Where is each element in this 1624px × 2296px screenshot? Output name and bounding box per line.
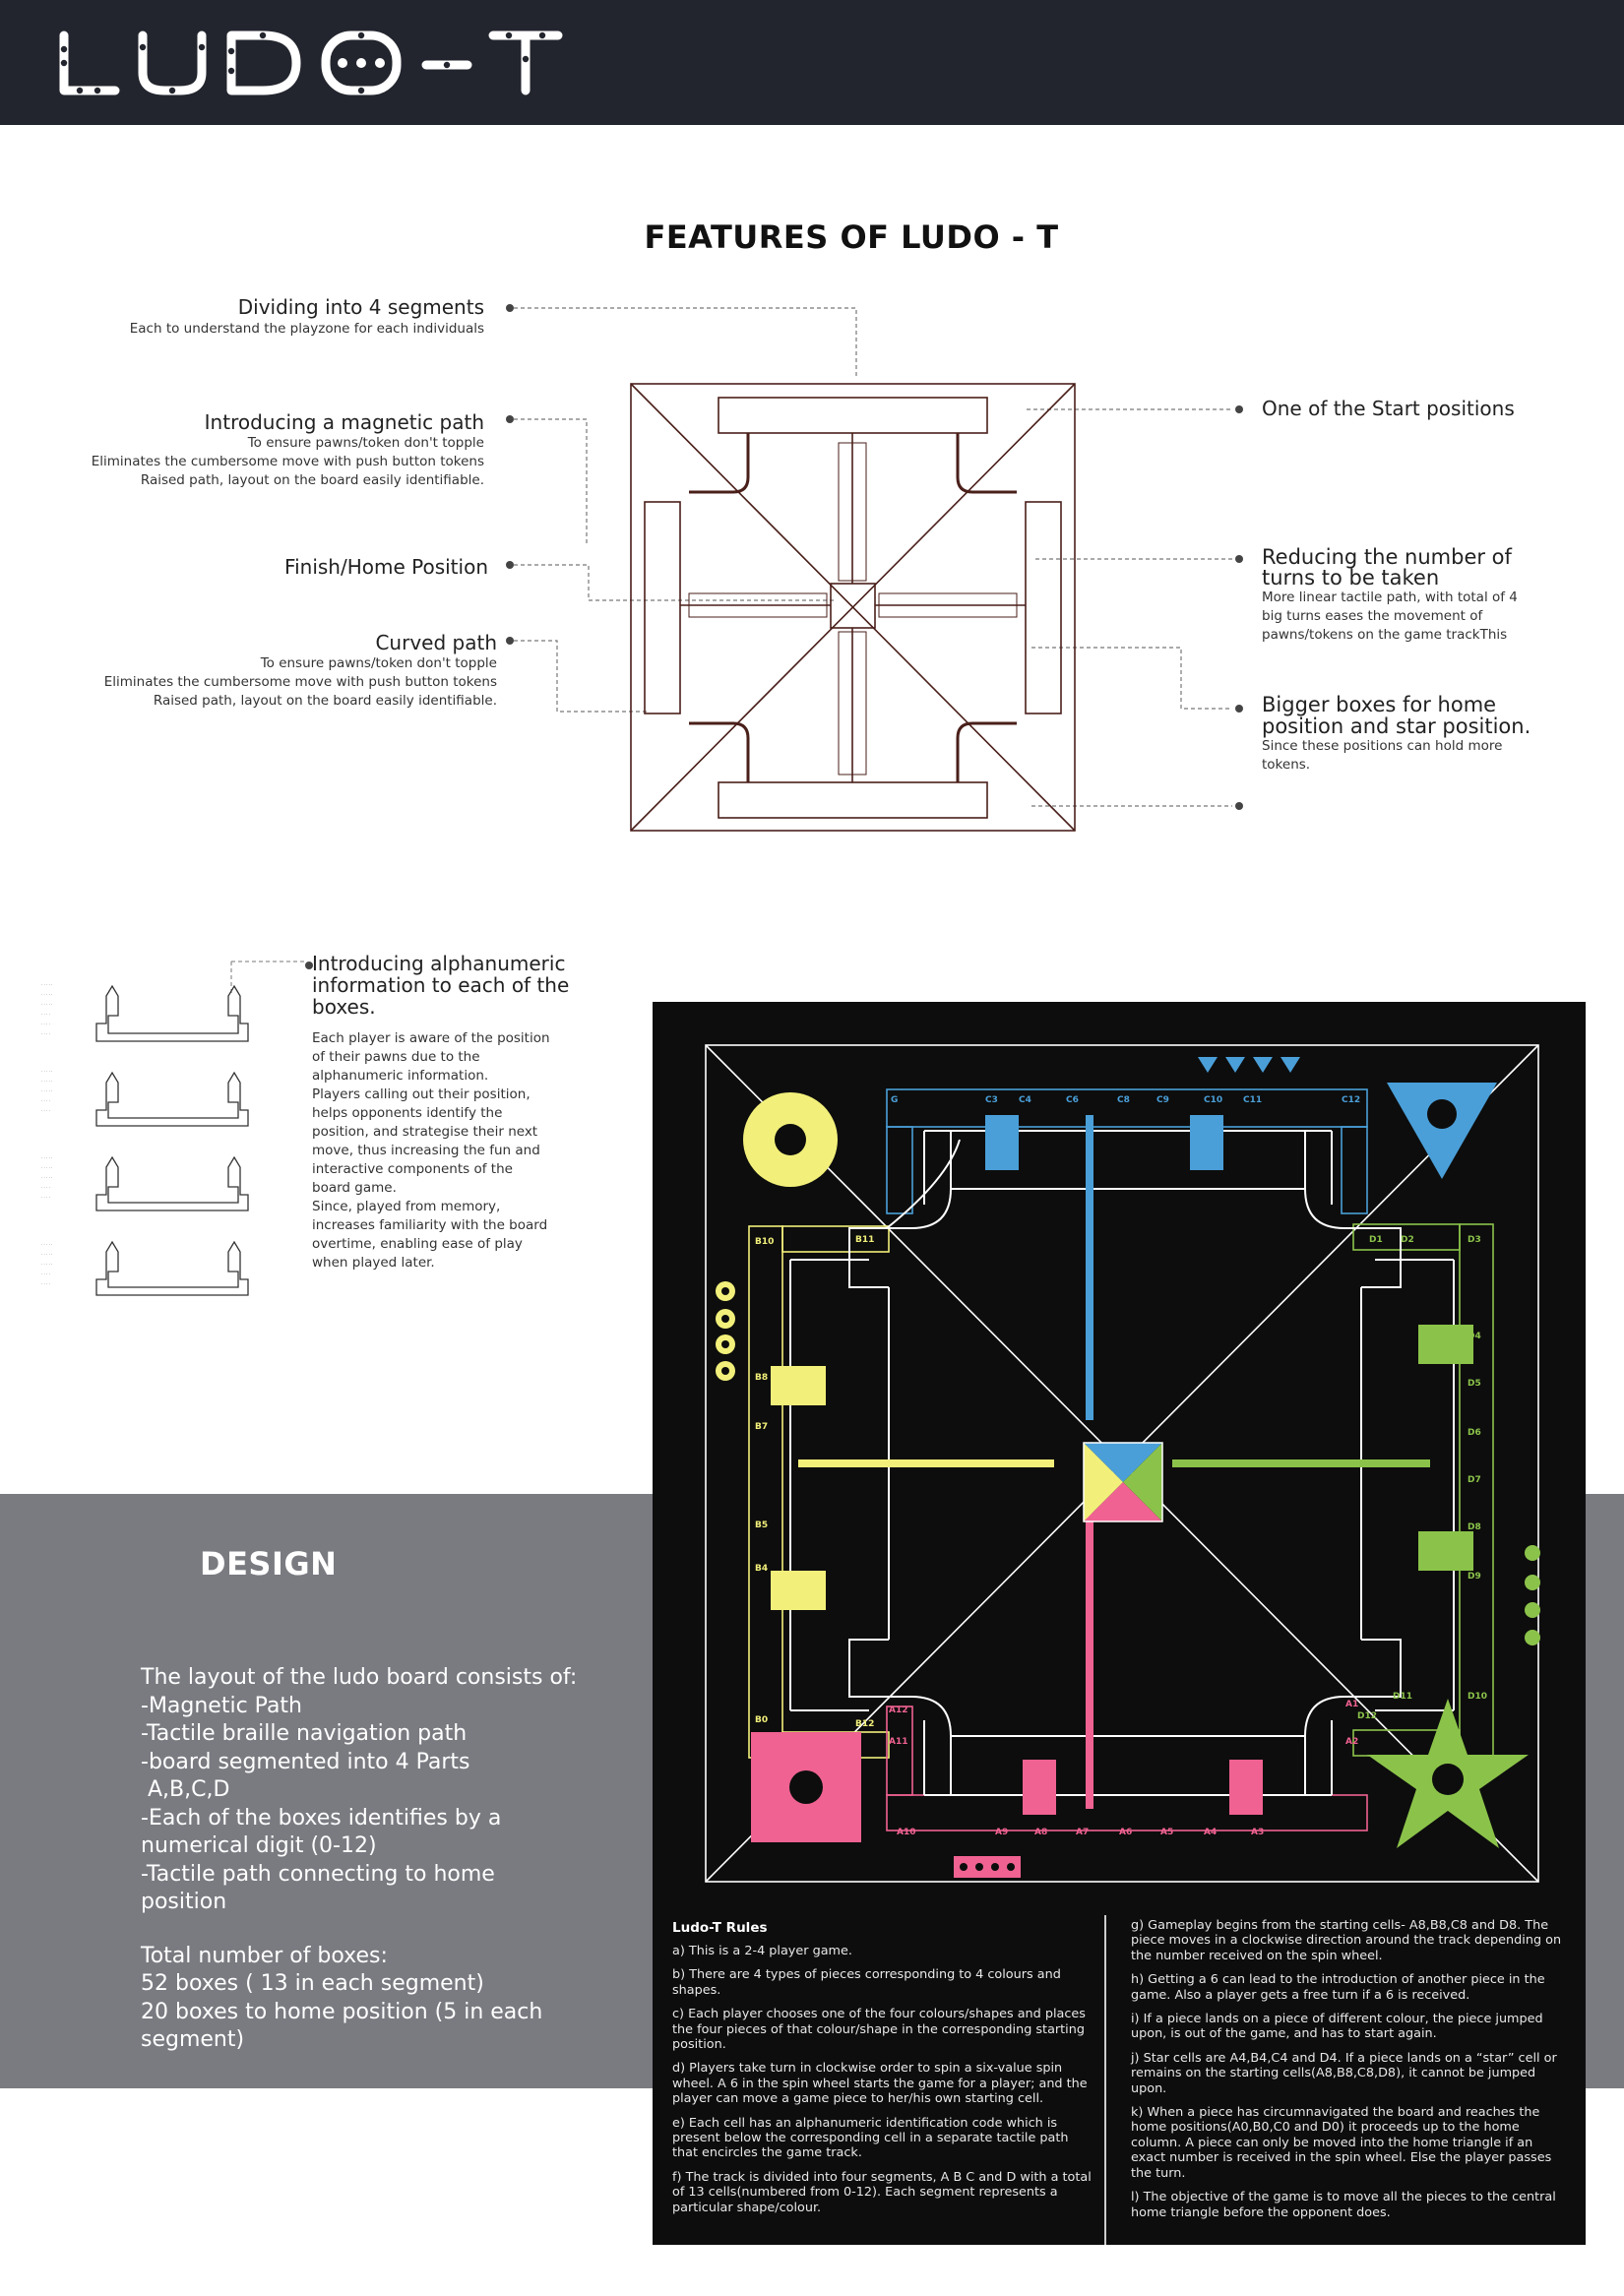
- svg-text:D3: D3: [1468, 1235, 1481, 1245]
- rules-right-column: [1131, 1918, 1564, 2229]
- svg-text:· · · ·: · · · ·: [41, 1098, 50, 1103]
- design-title: DESIGN: [200, 1545, 338, 1582]
- svg-text:A1: A1: [1345, 1700, 1359, 1709]
- rules-left-column: [672, 1920, 1095, 2224]
- rule-j: j) Star cells are A4,B4,C4 and D4. If a piece lands on a “star” cell or remains on the starting cells(A8,B8,C8,D8), it cannot be jumped upon.: [1131, 2050, 1557, 2096]
- svg-text:C6: C6: [1066, 1095, 1079, 1105]
- outline-board: [631, 384, 1075, 831]
- svg-text:B12: B12: [855, 1719, 875, 1729]
- svg-text:B5: B5: [755, 1520, 769, 1530]
- svg-text:A12: A12: [889, 1706, 908, 1715]
- feature-reducing: Reducing the number of turns to be taken More linear tactile path, with total of 4 big turns eases the movement of pawns/tokens on the game trackThis: [1262, 545, 1518, 643]
- svg-text:D1: D1: [1369, 1235, 1383, 1245]
- feature-finish-heading: Finish/Home Position: [284, 555, 488, 579]
- svg-text:B0: B0: [755, 1715, 769, 1725]
- svg-text:D5: D5: [1468, 1379, 1481, 1389]
- svg-text:· · · · ·: · · · · ·: [41, 1002, 53, 1007]
- rule-e: e) Each cell has an alphanumeric identification code which is present below the corresponding cell in a separate tactile path that encircles the game track.: [672, 2115, 1069, 2161]
- svg-text:· · · · ·: · · · · ·: [41, 1175, 53, 1180]
- svg-text:D6: D6: [1468, 1428, 1481, 1438]
- svg-text:C10: C10: [1204, 1095, 1223, 1105]
- svg-text:· · · · ·: · · · · ·: [41, 1088, 53, 1093]
- svg-text:· · · · ·: · · · · ·: [41, 992, 53, 997]
- rule-a: a) This is a 2-4 player game.: [672, 1944, 852, 1958]
- rules-title: Ludo-T Rules: [672, 1920, 768, 1936]
- svg-text:C8: C8: [1117, 1095, 1130, 1105]
- design-list: The layout of the ludo board consists of: -Magnetic Path -Tactile braille navigation path -board segmented into 4 Parts A,B,C,D -Each of the boxes identifies by a numerical digit (0-12) -Tactile path connecting to home position Total number of boxes: 52 boxes ( 13 in each segment) 20 boxes to home position (5 in each segment): [141, 1665, 578, 2052]
- label-top: G: [891, 1095, 899, 1105]
- feature-segments-heading: Dividing into 4 segments: [237, 295, 484, 319]
- svg-text:A8: A8: [1034, 1828, 1048, 1837]
- svg-text:C9: C9: [1156, 1095, 1169, 1105]
- svg-text:· · · ·: · · · ·: [41, 1272, 50, 1276]
- svg-text:· · · · ·: · · · · ·: [41, 1242, 53, 1247]
- svg-text:A7: A7: [1076, 1828, 1090, 1837]
- svg-text:C4: C4: [1019, 1095, 1031, 1105]
- svg-text:B10: B10: [755, 1237, 775, 1247]
- svg-text:A11: A11: [889, 1737, 908, 1747]
- svg-text:· · · · ·: · · · · ·: [41, 1262, 53, 1267]
- rule-h: h) Getting a 6 can lead to the introduction of another piece in the game. Also a player gets a free turn if a 6 is received.: [1131, 1972, 1545, 2003]
- feature-segments-desc: Each to understand the playzone for each individuals: [129, 321, 484, 337]
- svg-text:· · · · ·: · · · · ·: [41, 1079, 53, 1084]
- svg-text:A2: A2: [1345, 1737, 1359, 1747]
- features-title: FEATURES OF LUDO - T: [644, 218, 1059, 256]
- svg-text:B11: B11: [855, 1235, 875, 1245]
- feature-start-heading: One of the Start positions: [1262, 397, 1515, 420]
- svg-text:C3: C3: [985, 1095, 998, 1105]
- svg-text:D10: D10: [1468, 1692, 1487, 1702]
- svg-text:A4: A4: [1204, 1828, 1218, 1837]
- svg-text:A5: A5: [1160, 1828, 1174, 1837]
- svg-text:A3: A3: [1251, 1828, 1265, 1837]
- svg-text:A9: A9: [995, 1828, 1009, 1837]
- svg-text:· · · ·: · · · ·: [41, 1022, 50, 1026]
- svg-text:B7: B7: [755, 1422, 769, 1432]
- svg-text:D4: D4: [1468, 1332, 1481, 1341]
- alpha-text: Introducing alphanumeric information to each of the boxes. Each player is aware of the position of their pawns due to the alphanumeric information. Players calling out their position, helps opponents identify the position, and strategise their next move, thus increasing the fun and interactive components of the board game. Since, played from memory, increases familiarity with the board overtime, enabling ease of play when played later.: [312, 952, 570, 1271]
- svg-text:D11: D11: [1393, 1692, 1412, 1702]
- svg-text:A6: A6: [1119, 1828, 1133, 1837]
- feature-bigger: Bigger boxes for home position and star position. Since these positions can hold more tokens.: [1262, 693, 1531, 773]
- svg-text:D12: D12: [1357, 1711, 1377, 1721]
- svg-text:· · · ·: · · · ·: [41, 1195, 50, 1200]
- game-board: [653, 1002, 1586, 1915]
- svg-text:· · · ·: · · · ·: [41, 1031, 50, 1036]
- rules-box: [653, 1915, 1586, 2245]
- svg-text:B8: B8: [755, 1373, 769, 1383]
- rule-i: i) If a piece lands on a piece of different colour, the piece jumped upon, is out of the game, and has to start again.: [1131, 2012, 1543, 2042]
- logo: [54, 26, 566, 102]
- svg-text:D8: D8: [1468, 1522, 1481, 1532]
- rule-d: d) Players take turn in clockwise order to spin a six-value spin wheel. A 6 in the spin wheel starts the game for a player; and the player can move a game piece to her/his own starting cell.: [672, 2061, 1088, 2107]
- svg-text:· · · ·: · · · ·: [41, 1108, 50, 1113]
- svg-text:· · · · ·: · · · · ·: [41, 1155, 53, 1160]
- rule-k: k) When a piece has circumnavigated the board and reaches the home positions(A0,B0,C0 and D0) it proceeds up to the home column. A piece can only be moved into the home triangle if an exact number is received in the spin wheel. Else the player passes the turn.: [1131, 2105, 1552, 2181]
- svg-text:D9: D9: [1468, 1572, 1481, 1582]
- svg-text:D7: D7: [1468, 1475, 1481, 1485]
- feature-magnetic-heading: Introducing a magnetic path: [204, 410, 484, 434]
- svg-text:· · · ·: · · · ·: [41, 1012, 50, 1017]
- rule-b: b) There are 4 types of pieces corresponding to 4 colours and shapes.: [672, 1967, 1061, 1998]
- rule-f: f) The track is divided into four segments, A B C and D with a total of 13 cells(numbered from 0-12). Each segment represents a particular shape/colour.: [672, 2169, 1092, 2215]
- svg-text:· · · · ·: · · · · ·: [41, 982, 53, 987]
- svg-text:B4: B4: [755, 1564, 769, 1574]
- svg-text:C12: C12: [1342, 1095, 1361, 1105]
- svg-text:· · · · ·: · · · · ·: [41, 1252, 53, 1257]
- feature-curved-heading: Curved path: [375, 631, 497, 654]
- rule-c: c) Each player chooses one of the four colours/shapes and places the four pieces of that colour/shape in the corresponding starting position.: [672, 2007, 1086, 2053]
- svg-text:· · · ·: · · · ·: [41, 1185, 50, 1190]
- alphanumeric-diagram: [39, 957, 305, 1350]
- svg-text:· · · · ·: · · · · ·: [41, 1165, 53, 1170]
- feature-magnetic-desc: To ensure pawns/token don't topple Eliminates the cumbersome move with push button tokens Raised path, layout on the board easily identifiable.: [91, 435, 484, 488]
- svg-text:D2: D2: [1401, 1235, 1414, 1245]
- svg-text:· · · ·: · · · ·: [41, 1281, 50, 1286]
- feature-curved-desc: To ensure pawns/token don't topple Eliminates the cumbersome move with push button tokens Raised path, layout on the board easily identifiable.: [103, 655, 497, 709]
- svg-text:A10: A10: [897, 1828, 916, 1837]
- svg-text:· · · · ·: · · · · ·: [41, 1069, 53, 1074]
- rule-l: l) The objective of the game is to move all the pieces to the central home triangle before the opponent does.: [1131, 2190, 1556, 2220]
- rule-g: g) Gameplay begins from the starting cells- A8,B8,C8 and D8. The piece moves in a clockwise direction around the track depending on the number received on the spin wheel.: [1131, 1918, 1562, 1963]
- svg-text:C11: C11: [1243, 1095, 1263, 1105]
